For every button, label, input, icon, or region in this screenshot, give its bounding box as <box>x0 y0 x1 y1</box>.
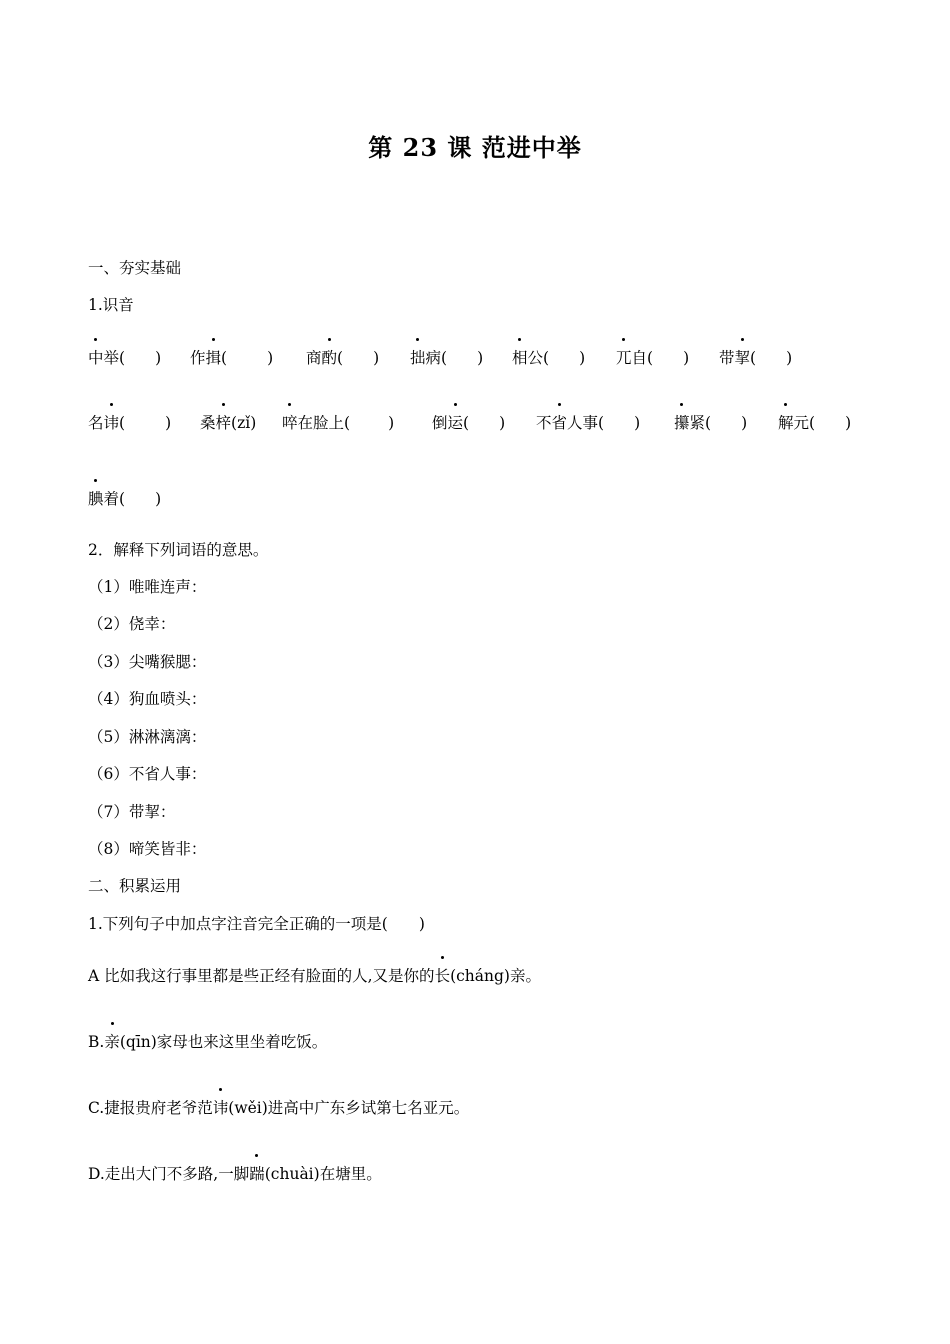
question-label-pronunciation: 1.识音 <box>88 296 134 314</box>
pinyin-item: 带挈( ) <box>719 346 792 368</box>
emphasis-char: 拙 <box>410 346 426 368</box>
emphasis-char: 中 <box>88 346 104 368</box>
choice-option-a: A 比如我这行事里都是些正经有脸面的人,又是你的长(cháng)亲。 <box>88 964 541 986</box>
pinyin-item: 作揖( ) <box>190 346 273 368</box>
emphasis-char: 长 <box>435 964 451 986</box>
question-label-definitions: 2．解释下列词语的意思。 <box>88 541 269 559</box>
pinyin-item: 兀自( ) <box>616 346 689 368</box>
emphasis-char: 揖 <box>206 346 222 368</box>
choice-option-d: D.走出大门不多路,一脚踹(chuài)在塘里。 <box>88 1162 382 1184</box>
emphasis-char: 梓 <box>216 411 232 433</box>
pinyin-item: 相公( ) <box>512 346 585 368</box>
emphasis-char: 讳 <box>213 1096 229 1118</box>
pinyin-item: 不省人事( ) <box>536 411 640 433</box>
emphasis-char: 解 <box>778 411 794 433</box>
emphasis-char: 亲 <box>104 1030 120 1052</box>
definition-item: （1）唯唯连声： <box>88 578 207 596</box>
definition-item: （2）侥幸： <box>88 615 176 633</box>
emphasis-char: 攥 <box>674 411 690 433</box>
emphasis-char: 啐 <box>282 411 298 433</box>
pinyin-item: 桑梓(zǐ) <box>200 411 256 433</box>
pinyin-item: 商酌( ) <box>306 346 379 368</box>
pinyin-item: 中举( ) <box>88 346 161 368</box>
emphasis-char: 腆 <box>88 487 104 509</box>
pinyin-item: 腆着( ) <box>88 487 161 509</box>
emphasis-char: 兀 <box>616 346 632 368</box>
definition-item: （4）狗血喷头： <box>88 690 207 708</box>
pinyin-item: 解元( ) <box>778 411 851 433</box>
emphasis-char: 酌 <box>322 346 338 368</box>
pinyin-item: 攥紧( ) <box>674 411 747 433</box>
definition-item: （8）啼笑皆非： <box>88 840 207 858</box>
choice-option-c: C.捷报贵府老爷范讳(wěi)进高中广东乡试第七名亚元。 <box>88 1096 469 1118</box>
section-heading-2: 二、积累运用 <box>88 877 182 895</box>
question-label-choice: 1.下列句子中加点字注音完全正确的一项是( ) <box>88 915 425 933</box>
pinyin-item: 啐在脸上( ) <box>282 411 394 433</box>
emphasis-char: 踹 <box>249 1162 265 1184</box>
definition-item: （5）淋淋漓漓： <box>88 728 207 746</box>
emphasis-char: 挈 <box>735 346 751 368</box>
definition-item: （6）不省人事： <box>88 765 207 783</box>
emphasis-char: 运 <box>448 411 464 433</box>
emphasis-char: 相 <box>512 346 528 368</box>
emphasis-char: 讳 <box>104 411 120 433</box>
pinyin-item: 倒运( ) <box>432 411 505 433</box>
section-heading-1: 一、夯实基础 <box>88 259 182 277</box>
pinyin-item: 拙病( ) <box>410 346 483 368</box>
emphasis-char: 省 <box>552 411 568 433</box>
page-title: 第 23 课 范进中举 <box>368 133 582 162</box>
definition-item: （7）带挈： <box>88 803 176 821</box>
choice-option-b: B.亲(qīn)家母也来这里坐着吃饭。 <box>88 1030 327 1052</box>
pinyin-item: 名讳( ) <box>88 411 171 433</box>
definition-item: （3）尖嘴猴腮： <box>88 653 207 671</box>
